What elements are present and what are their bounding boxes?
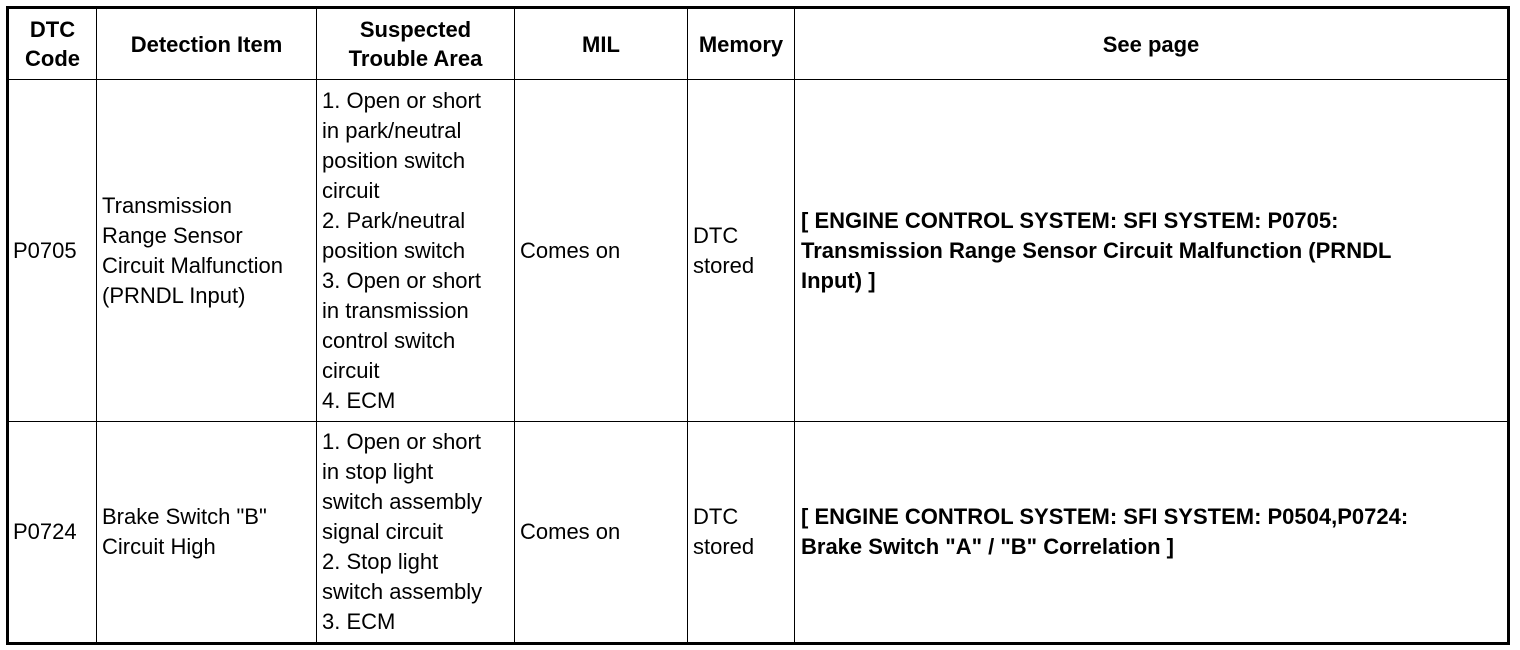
- dtc-code-cell: P0724: [8, 422, 97, 644]
- header-dtc-code: DTC Code: [8, 8, 97, 80]
- table-header-row: [8, 8, 1509, 80]
- detection-item-cell: Transmission Range Sensor Circuit Malfunction (PRNDL Input): [97, 80, 317, 422]
- header-memory: Memory: [688, 8, 795, 80]
- header-mil: MIL: [515, 8, 688, 80]
- table-row: [8, 422, 1509, 644]
- detection-item-cell: Brake Switch "B" Circuit High: [97, 422, 317, 644]
- see-page-cell: [795, 80, 1509, 422]
- mil-cell: Comes on: [515, 80, 688, 422]
- trouble-area-cell: 1. Open or short in park/neutral position switch circuit 2. Park/neutral position switch 3. Open or short in transmission control switch circuit 4. ECM: [317, 80, 515, 422]
- dtc-table: [6, 6, 1510, 645]
- see-page-link[interactable]: [ ENGINE CONTROL SYSTEM: SFI SYSTEM: P0705: Transmission Range Sensor Circuit Malfunction (PRNDL Input) ]: [801, 207, 1392, 293]
- dtc-code-cell: P0705: [8, 80, 97, 422]
- header-detection-item: Detection Item: [97, 8, 317, 80]
- header-see-page: See page: [795, 8, 1509, 80]
- table-row: [8, 80, 1509, 422]
- see-page-link[interactable]: [ ENGINE CONTROL SYSTEM: SFI SYSTEM: P0504,P0724: Brake Switch "A" / "B" Correlation ]: [801, 504, 1409, 559]
- memory-cell: DTC stored: [688, 80, 795, 422]
- see-page-cell: [795, 422, 1509, 644]
- header-suspected-trouble-area: Suspected Trouble Area: [317, 8, 515, 80]
- mil-cell: Comes on: [515, 422, 688, 644]
- trouble-area-cell: 1. Open or short in stop light switch assembly signal circuit 2. Stop light switch assembly 3. ECM: [317, 422, 515, 644]
- memory-cell: DTC stored: [688, 422, 795, 644]
